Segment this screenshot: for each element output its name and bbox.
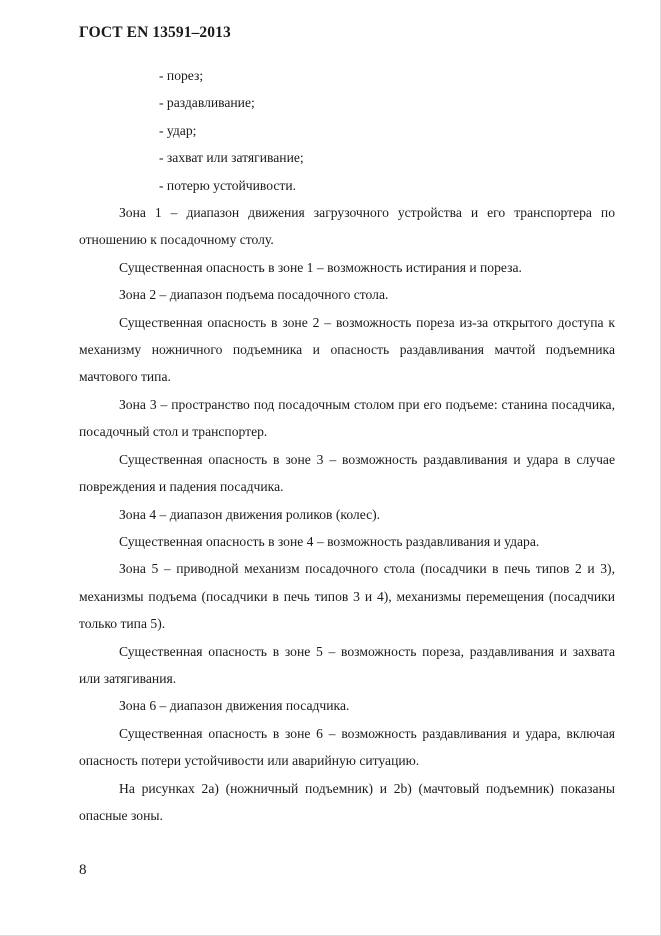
list-item: - раздавливание;: [159, 95, 255, 111]
paragraph-zone-4: Зона 4 – диапазон движения роликов (колес).: [119, 506, 381, 522]
paragraph-zone-2: Зона 2 – диапазон подъема посадочного стола.: [119, 287, 389, 303]
paragraph-hazard-zone-4: Существенная опасность в зоне 4 – возможность раздавливания и удара.: [119, 533, 540, 549]
paragraph-figures-reference: На рисунках 2а) (ножничный подъемник) и 2b) (мачтовый подъемник) показаны опасные зоны.: [79, 780, 615, 823]
paragraph-hazard-zone-1: Существенная опасность в зоне 1 – возможность истирания и пореза.: [119, 259, 522, 275]
paragraph-hazard-zone-5: Существенная опасность в зоне 5 – возможность пореза, раздавливания и захвата или затягивания.: [79, 643, 615, 686]
paragraph-hazard-zone-3: Существенная опасность в зоне 3 – возможность раздавливания и удара в случае повреждения и падения посадчика.: [79, 451, 615, 495]
paragraph-zone-1: Зона 1 – диапазон движения загрузочного устройства и его транспортера по отношению к посадочному столу.: [79, 205, 615, 248]
paragraph-zone-5: Зона 5 – приводной механизм посадочного стола (посадчики в печь типов 2 и 3), механизмы подъема (посадчики в печь типов 3 и 4), механизмы перемещения (посадчики только типа 5).: [79, 561, 615, 632]
list-item: - порез;: [159, 68, 204, 83]
list-item: - удар;: [159, 122, 197, 138]
paragraph-hazard-zone-6: Существенная опасность в зоне 6 – возможность раздавливания и удара, включая опасность потери устойчивости или аварийную ситуацию.: [79, 725, 615, 769]
standard-header: ГОСТ EN 13591–2013: [79, 24, 231, 41]
paragraph-hazard-zone-2: Существенная опасность в зоне 2 – возможность пореза из-за открытого доступа к механизму ножничного подъемника и опасность раздавливания мачтой подъемника мачтового типа.: [79, 314, 615, 385]
paragraph-zone-3: Зона 3 – пространство под посадочным столом при его подъеме: станина посадчика, посадочный стол и транспортер.: [79, 396, 615, 440]
list-item: - захват или затягивание;: [159, 150, 304, 166]
paragraph-zone-6: Зона 6 – диапазон движения посадчика.: [119, 698, 350, 714]
page-number: 8: [79, 862, 87, 878]
document-body: [79, 62, 615, 829]
list-item: - потерю устойчивости.: [159, 177, 297, 193]
